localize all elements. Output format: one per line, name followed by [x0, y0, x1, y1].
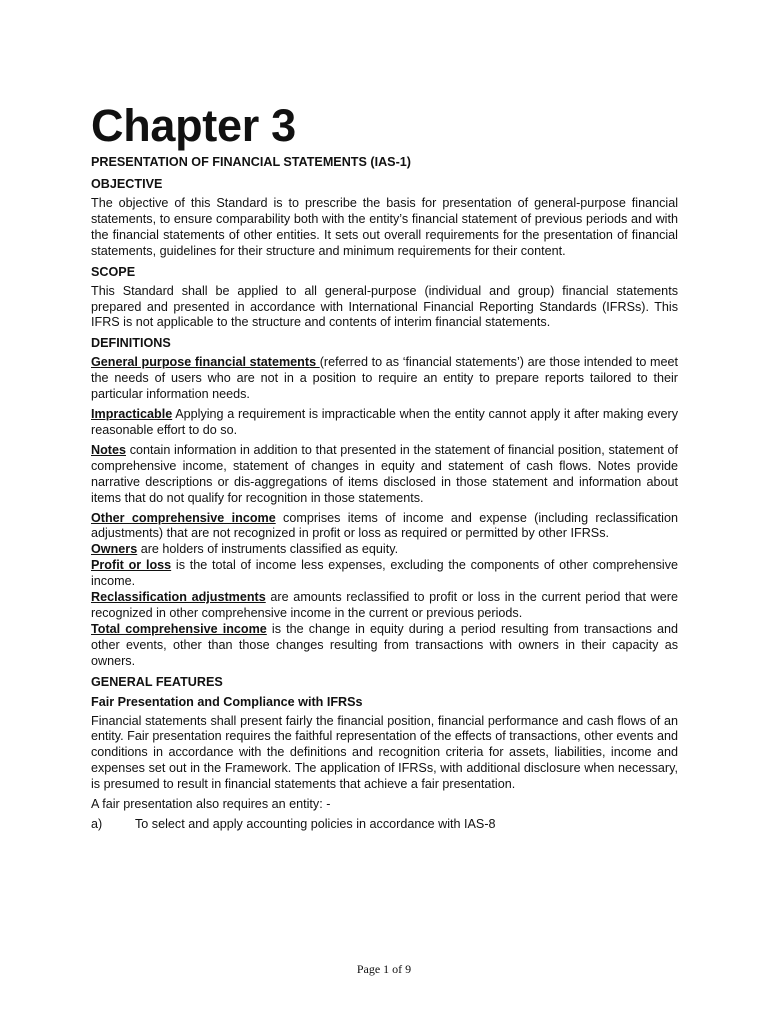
definitions-heading: DEFINITIONS [91, 336, 171, 351]
definition-item [91, 542, 678, 558]
definition-term: Total comprehensive income [91, 621, 267, 636]
list-item-text: To select and apply accounting policies in accordance with IAS-8 [135, 817, 496, 831]
list-item [91, 817, 678, 833]
fair-presentation-text: Financial statements shall present fairly the financial position, financial performance and cash flows of an entity. Fair presentation requires the faithful representation of the effects of transactions, other events and conditions in accordance with the definitions and recognition criteria for assets, liabilities, income and expenses set out in the Framework. The application of IFRSs, with additional disclosure when necessary, is presumed to result in financial statements that achieve a fair presentation. [91, 713, 678, 792]
definition-text: (referred to as ‘financial statements’) are those intended to meet the needs of users who are not in a position to require an entity to prepare reports tailored to their particular information needs. [91, 355, 678, 402]
definition-item [91, 407, 678, 439]
definition-item [91, 355, 678, 403]
fair-presentation-intro: A fair presentation also requires an entity: - [91, 797, 331, 812]
list-marker: a) [91, 817, 103, 831]
chapter-title: Chapter 3 [91, 100, 296, 151]
fair-presentation-subheading: Fair Presentation and Compliance with IFRSs [91, 694, 363, 709]
definition-term: Impracticable [91, 407, 173, 422]
definition-text: contain information in addition to that presented in the statement of financial position, statement of comprehensive income, statement of changes in equity and statement of cash flows. Notes provide narrative descriptions or dis-aggregations of items disclosed in those statement and information about items that do not qualify for recognition in those statements. [91, 442, 678, 505]
definition-item [91, 622, 678, 670]
objective-heading: OBJECTIVE [91, 177, 163, 191]
general-features-heading: GENERAL FEATURES [91, 674, 223, 689]
scope-heading: SCOPE [91, 264, 136, 279]
definition-term: Notes [91, 442, 126, 457]
scope-text: This Standard shall be applied to all general-purpose (individual and group) financial statements prepared and presented in accordance with International Financial Reporting Standards (IFRSs). This IFRS is not applicable to the structure and contents of interim financial statements. [91, 283, 678, 330]
definition-term: Other comprehensive income [91, 510, 276, 525]
definition-text: is the total of income less expenses, excluding the components of other comprehensive income. [91, 558, 679, 589]
objective-text: The objective of this Standard is to prescribe the basis for presentation of general-purpose financial statements, to ensure comparability both with the entity’s financial statement of previous periods and with the financial statements of other entities. It sets out overall requirements for the presentation of financial statements, guidelines for their structure and minimum requirements for their content. [91, 196, 678, 258]
definition-text: Applying a requirement is impracticable when the entity cannot apply it after making every reasonable effort to do so. [91, 407, 678, 437]
definition-item [91, 558, 678, 590]
definition-text: are holders of instruments classified as equity. [137, 542, 399, 557]
definition-term: Profit or loss [91, 558, 172, 573]
definition-term: Reclassification adjustments [91, 590, 266, 605]
definition-item [91, 511, 678, 543]
definition-text: comprises items of income and expense (including reclassification adjustments) that are not recognized in profit or loss as required or permitted by other IFRSs. [91, 510, 678, 541]
definition-term: Owners [91, 542, 138, 557]
document-page [91, 100, 678, 833]
definition-text: are amounts reclassified to profit or loss in the current period that were recognized in other comprehensive income in the current or previous periods. [91, 590, 678, 620]
definition-item [91, 443, 678, 507]
page-number-footer: Page 1 of 9 [356, 962, 412, 976]
document-subtitle: PRESENTATION OF FINANCIAL STATEMENTS (IAS-1) [91, 155, 411, 169]
definition-term: General purpose financial statements [91, 355, 320, 370]
definition-item [91, 590, 678, 622]
definition-text: is the change in equity during a period resulting from transactions and other events, other than those changes resulting from transactions with owners in their capacity as owners. [91, 621, 678, 668]
